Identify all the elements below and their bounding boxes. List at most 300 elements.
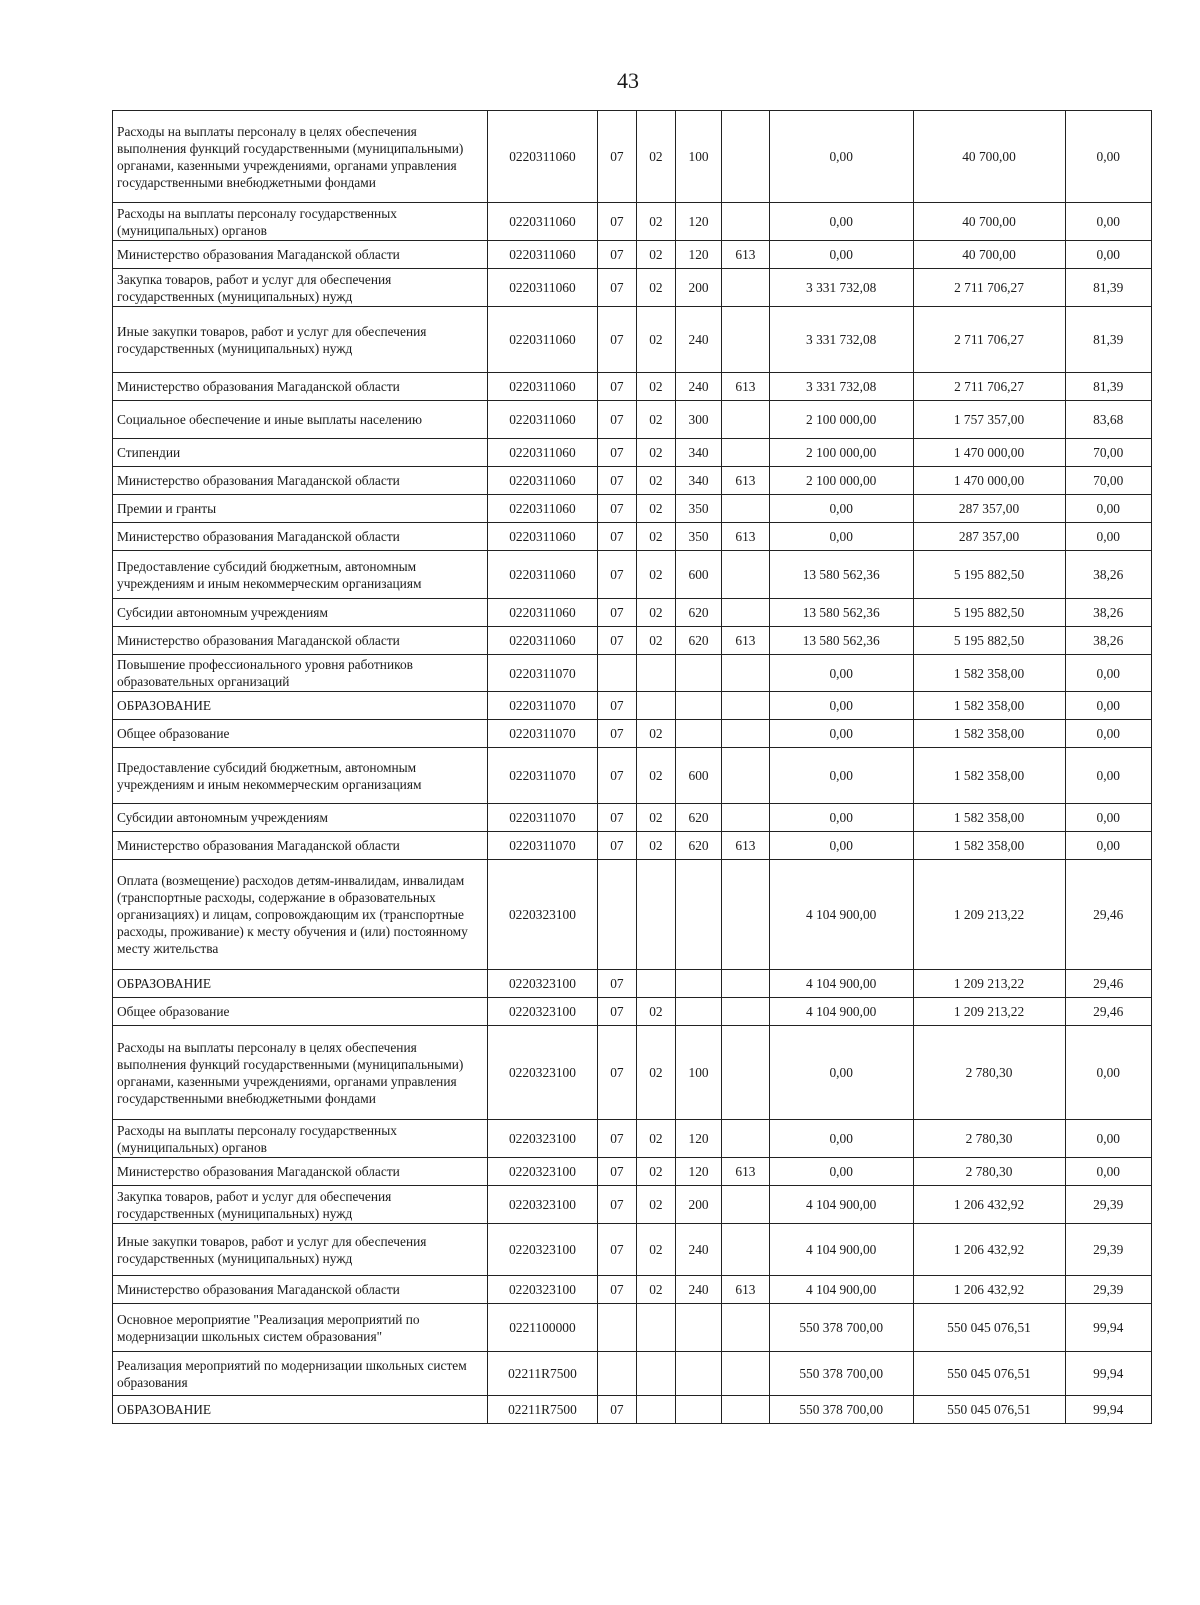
cell-sec: 07 xyxy=(598,998,637,1026)
table-row xyxy=(113,439,1152,467)
cell-pct: 0,00 xyxy=(1065,241,1152,269)
cell-plan: 0,00 xyxy=(769,495,913,523)
cell-plan: 4 104 900,00 xyxy=(769,1186,913,1224)
cell-code: 0220323100 xyxy=(487,1120,597,1158)
cell-sec: 07 xyxy=(598,111,637,203)
cell-code: 0220323100 xyxy=(487,1026,597,1120)
cell-sec: 07 xyxy=(598,748,637,804)
cell-sub: 02 xyxy=(636,307,676,373)
cell-gr: 613 xyxy=(721,627,769,655)
cell-sub: 02 xyxy=(636,627,676,655)
cell-vr: 200 xyxy=(676,1186,722,1224)
cell-pct: 0,00 xyxy=(1065,523,1152,551)
cell-gr: 613 xyxy=(721,373,769,401)
cell-code: 02211R7500 xyxy=(487,1396,597,1424)
cell-gr: 613 xyxy=(721,832,769,860)
cell-plan: 3 331 732,08 xyxy=(769,269,913,307)
cell-gr xyxy=(721,401,769,439)
cell-sec: 07 xyxy=(598,1396,637,1424)
cell-pct: 70,00 xyxy=(1065,439,1152,467)
cell-name: Расходы на выплаты персоналу в целях обеспечения выполнения функций государственными (муниципальными) органами, казенными учреждениями, органами управления государственными внебюджетными фондами xyxy=(113,111,488,203)
table-row xyxy=(113,1304,1152,1352)
cell-vr: 100 xyxy=(676,1026,722,1120)
cell-fact: 1 209 213,22 xyxy=(913,970,1065,998)
cell-vr: 120 xyxy=(676,241,722,269)
cell-sub: 02 xyxy=(636,599,676,627)
cell-pct: 29,46 xyxy=(1065,860,1152,970)
cell-fact: 1 206 432,92 xyxy=(913,1224,1065,1276)
cell-vr: 200 xyxy=(676,269,722,307)
cell-pct: 29,46 xyxy=(1065,970,1152,998)
cell-vr: 240 xyxy=(676,1224,722,1276)
cell-vr: 620 xyxy=(676,832,722,860)
cell-name: Премии и гранты xyxy=(113,495,488,523)
table-row xyxy=(113,720,1152,748)
cell-vr xyxy=(676,1352,722,1396)
cell-sub: 02 xyxy=(636,269,676,307)
cell-fact: 2 711 706,27 xyxy=(913,269,1065,307)
cell-sec: 07 xyxy=(598,203,637,241)
cell-code: 0220323100 xyxy=(487,1158,597,1186)
cell-sub: 02 xyxy=(636,241,676,269)
cell-sub: 02 xyxy=(636,1120,676,1158)
cell-name: Субсидии автономным учреждениям xyxy=(113,599,488,627)
cell-plan: 0,00 xyxy=(769,720,913,748)
cell-pct: 99,94 xyxy=(1065,1352,1152,1396)
cell-fact: 2 780,30 xyxy=(913,1158,1065,1186)
page-number: 43 xyxy=(617,68,639,93)
cell-code: 0220323100 xyxy=(487,860,597,970)
cell-sub: 02 xyxy=(636,1026,676,1120)
cell-gr xyxy=(721,203,769,241)
cell-name: ОБРАЗОВАНИЕ xyxy=(113,970,488,998)
cell-gr xyxy=(721,111,769,203)
cell-name: Министерство образования Магаданской области xyxy=(113,1158,488,1186)
cell-pct: 0,00 xyxy=(1065,495,1152,523)
cell-name: Социальное обеспечение и иные выплаты населению xyxy=(113,401,488,439)
table-row xyxy=(113,467,1152,495)
cell-vr: 240 xyxy=(676,1276,722,1304)
cell-sub: 02 xyxy=(636,495,676,523)
cell-vr xyxy=(676,970,722,998)
cell-gr xyxy=(721,720,769,748)
cell-fact: 5 195 882,50 xyxy=(913,551,1065,599)
cell-pct: 0,00 xyxy=(1065,692,1152,720)
table-row xyxy=(113,655,1152,692)
cell-plan: 0,00 xyxy=(769,804,913,832)
cell-sec: 07 xyxy=(598,401,637,439)
cell-sub: 02 xyxy=(636,998,676,1026)
cell-sub xyxy=(636,1304,676,1352)
cell-gr xyxy=(721,998,769,1026)
cell-pct: 0,00 xyxy=(1065,1120,1152,1158)
cell-code: 0220311060 xyxy=(487,627,597,655)
cell-gr xyxy=(721,269,769,307)
cell-pct: 29,39 xyxy=(1065,1186,1152,1224)
cell-pct: 38,26 xyxy=(1065,551,1152,599)
cell-fact: 1 206 432,92 xyxy=(913,1186,1065,1224)
cell-pct: 0,00 xyxy=(1065,655,1152,692)
cell-plan: 13 580 562,36 xyxy=(769,599,913,627)
cell-plan: 550 378 700,00 xyxy=(769,1304,913,1352)
cell-plan: 4 104 900,00 xyxy=(769,970,913,998)
cell-name: Реализация мероприятий по модернизации школьных систем образования xyxy=(113,1352,488,1396)
cell-name: Субсидии автономным учреждениям xyxy=(113,804,488,832)
cell-gr xyxy=(721,1352,769,1396)
table-row xyxy=(113,111,1152,203)
cell-fact: 287 357,00 xyxy=(913,523,1065,551)
cell-sec: 07 xyxy=(598,720,637,748)
table-row xyxy=(113,401,1152,439)
cell-pct: 0,00 xyxy=(1065,111,1152,203)
cell-sec: 07 xyxy=(598,307,637,373)
cell-gr xyxy=(721,495,769,523)
table-row xyxy=(113,269,1152,307)
cell-sub: 02 xyxy=(636,720,676,748)
cell-pct: 0,00 xyxy=(1065,1026,1152,1120)
cell-plan: 0,00 xyxy=(769,748,913,804)
cell-sec: 07 xyxy=(598,692,637,720)
cell-vr: 350 xyxy=(676,495,722,523)
cell-gr: 613 xyxy=(721,241,769,269)
cell-code: 0220323100 xyxy=(487,998,597,1026)
table-row xyxy=(113,970,1152,998)
cell-code: 0220311060 xyxy=(487,523,597,551)
table-row xyxy=(113,998,1152,1026)
cell-name: Министерство образования Магаданской области xyxy=(113,467,488,495)
cell-plan: 2 100 000,00 xyxy=(769,401,913,439)
table-row xyxy=(113,203,1152,241)
cell-sub: 02 xyxy=(636,401,676,439)
cell-sec: 07 xyxy=(598,970,637,998)
cell-gr xyxy=(721,804,769,832)
cell-vr: 120 xyxy=(676,203,722,241)
table-row xyxy=(113,1396,1152,1424)
cell-sec: 07 xyxy=(598,1224,637,1276)
cell-sub: 02 xyxy=(636,551,676,599)
cell-gr xyxy=(721,1186,769,1224)
cell-sub: 02 xyxy=(636,467,676,495)
cell-vr: 240 xyxy=(676,373,722,401)
cell-plan: 550 378 700,00 xyxy=(769,1352,913,1396)
cell-fact: 5 195 882,50 xyxy=(913,627,1065,655)
cell-sec: 07 xyxy=(598,495,637,523)
cell-name: Расходы на выплаты персоналу государственных (муниципальных) органов xyxy=(113,203,488,241)
cell-vr: 620 xyxy=(676,804,722,832)
cell-pct: 70,00 xyxy=(1065,467,1152,495)
cell-pct: 0,00 xyxy=(1065,203,1152,241)
cell-name: Повышение профессионального уровня работников образовательных организаций xyxy=(113,655,488,692)
cell-vr: 600 xyxy=(676,748,722,804)
cell-sec: 07 xyxy=(598,523,637,551)
cell-vr xyxy=(676,860,722,970)
cell-gr xyxy=(721,1224,769,1276)
cell-fact: 1 582 358,00 xyxy=(913,748,1065,804)
table-row xyxy=(113,1276,1152,1304)
cell-fact: 550 045 076,51 xyxy=(913,1304,1065,1352)
table-row xyxy=(113,627,1152,655)
cell-fact: 40 700,00 xyxy=(913,203,1065,241)
cell-code: 0220311060 xyxy=(487,551,597,599)
cell-gr xyxy=(721,655,769,692)
cell-plan: 0,00 xyxy=(769,111,913,203)
cell-fact: 1 582 358,00 xyxy=(913,720,1065,748)
cell-sub xyxy=(636,655,676,692)
cell-code: 0220323100 xyxy=(487,1276,597,1304)
cell-fact: 1 582 358,00 xyxy=(913,655,1065,692)
cell-fact: 40 700,00 xyxy=(913,111,1065,203)
cell-gr xyxy=(721,307,769,373)
cell-fact: 1 209 213,22 xyxy=(913,860,1065,970)
cell-pct: 99,94 xyxy=(1065,1304,1152,1352)
cell-vr xyxy=(676,720,722,748)
cell-code: 02211R7500 xyxy=(487,1352,597,1396)
cell-vr: 120 xyxy=(676,1158,722,1186)
cell-sub: 02 xyxy=(636,1276,676,1304)
cell-vr: 120 xyxy=(676,1120,722,1158)
cell-sub: 02 xyxy=(636,203,676,241)
cell-gr xyxy=(721,748,769,804)
cell-code: 0220311060 xyxy=(487,373,597,401)
cell-sub xyxy=(636,970,676,998)
cell-name: Общее образование xyxy=(113,998,488,1026)
cell-sub xyxy=(636,692,676,720)
cell-fact: 1 470 000,00 xyxy=(913,439,1065,467)
cell-sub: 02 xyxy=(636,523,676,551)
cell-code: 0220311060 xyxy=(487,269,597,307)
cell-sec: 07 xyxy=(598,1026,637,1120)
cell-fact: 550 045 076,51 xyxy=(913,1396,1065,1424)
cell-code: 0220311060 xyxy=(487,495,597,523)
table-row xyxy=(113,1224,1152,1276)
cell-code: 0220311070 xyxy=(487,655,597,692)
cell-name: ОБРАЗОВАНИЕ xyxy=(113,692,488,720)
cell-pct: 0,00 xyxy=(1065,1158,1152,1186)
cell-code: 0220323100 xyxy=(487,970,597,998)
cell-plan: 0,00 xyxy=(769,1158,913,1186)
cell-pct: 81,39 xyxy=(1065,269,1152,307)
cell-pct: 0,00 xyxy=(1065,720,1152,748)
cell-gr xyxy=(721,970,769,998)
cell-sec xyxy=(598,860,637,970)
cell-fact: 1 757 357,00 xyxy=(913,401,1065,439)
cell-plan: 4 104 900,00 xyxy=(769,1276,913,1304)
table-row xyxy=(113,373,1152,401)
cell-sub xyxy=(636,1396,676,1424)
table-row xyxy=(113,804,1152,832)
cell-sec xyxy=(598,1352,637,1396)
cell-gr xyxy=(721,551,769,599)
cell-plan: 550 378 700,00 xyxy=(769,1396,913,1424)
cell-sub xyxy=(636,860,676,970)
cell-gr xyxy=(721,1120,769,1158)
cell-name: Стипендии xyxy=(113,439,488,467)
cell-fact: 550 045 076,51 xyxy=(913,1352,1065,1396)
cell-gr xyxy=(721,692,769,720)
cell-name: Министерство образования Магаданской области xyxy=(113,241,488,269)
cell-name: Иные закупки товаров, работ и услуг для обеспечения государственных (муниципальных) нужд xyxy=(113,307,488,373)
cell-vr: 100 xyxy=(676,111,722,203)
cell-vr xyxy=(676,692,722,720)
cell-plan: 4 104 900,00 xyxy=(769,860,913,970)
cell-fact: 1 209 213,22 xyxy=(913,998,1065,1026)
cell-code: 0220311060 xyxy=(487,467,597,495)
cell-code: 0220311060 xyxy=(487,307,597,373)
cell-plan: 13 580 562,36 xyxy=(769,627,913,655)
cell-pct: 0,00 xyxy=(1065,832,1152,860)
cell-plan: 4 104 900,00 xyxy=(769,1224,913,1276)
cell-code: 0220311060 xyxy=(487,203,597,241)
table-row xyxy=(113,748,1152,804)
cell-fact: 1 582 358,00 xyxy=(913,804,1065,832)
cell-vr xyxy=(676,998,722,1026)
cell-fact: 2 711 706,27 xyxy=(913,307,1065,373)
cell-sub: 02 xyxy=(636,1186,676,1224)
cell-code: 0220311060 xyxy=(487,111,597,203)
cell-vr xyxy=(676,1396,722,1424)
cell-plan: 0,00 xyxy=(769,655,913,692)
cell-gr xyxy=(721,599,769,627)
cell-vr xyxy=(676,1304,722,1352)
cell-sub: 02 xyxy=(636,748,676,804)
cell-sub xyxy=(636,1352,676,1396)
cell-name: Расходы на выплаты персоналу государственных (муниципальных) органов xyxy=(113,1120,488,1158)
table-row xyxy=(113,692,1152,720)
cell-sub: 02 xyxy=(636,804,676,832)
cell-vr: 600 xyxy=(676,551,722,599)
cell-sec: 07 xyxy=(598,373,637,401)
cell-pct: 29,39 xyxy=(1065,1224,1152,1276)
cell-gr: 613 xyxy=(721,1158,769,1186)
cell-sec xyxy=(598,1304,637,1352)
cell-fact: 1 582 358,00 xyxy=(913,832,1065,860)
cell-pct: 0,00 xyxy=(1065,804,1152,832)
cell-code: 0220311060 xyxy=(487,439,597,467)
cell-fact: 40 700,00 xyxy=(913,241,1065,269)
cell-code: 0220311060 xyxy=(487,599,597,627)
cell-fact: 1 206 432,92 xyxy=(913,1276,1065,1304)
cell-fact: 1 470 000,00 xyxy=(913,467,1065,495)
cell-code: 0220311070 xyxy=(487,720,597,748)
table-row xyxy=(113,1120,1152,1158)
cell-pct: 99,94 xyxy=(1065,1396,1152,1424)
cell-pct: 0,00 xyxy=(1065,748,1152,804)
cell-vr: 340 xyxy=(676,467,722,495)
cell-name: Предоставление субсидий бюджетным, автономным учреждениям и иным некоммерческим организациям xyxy=(113,551,488,599)
cell-fact: 1 582 358,00 xyxy=(913,692,1065,720)
cell-vr: 300 xyxy=(676,401,722,439)
cell-fact: 2 711 706,27 xyxy=(913,373,1065,401)
cell-sec: 07 xyxy=(598,551,637,599)
cell-code: 0220311070 xyxy=(487,748,597,804)
cell-name: Иные закупки товаров, работ и услуг для обеспечения государственных (муниципальных) нужд xyxy=(113,1224,488,1276)
cell-gr: 613 xyxy=(721,467,769,495)
cell-name: Министерство образования Магаданской области xyxy=(113,627,488,655)
cell-sec: 07 xyxy=(598,599,637,627)
cell-code: 0220311070 xyxy=(487,692,597,720)
cell-gr xyxy=(721,1396,769,1424)
cell-name: ОБРАЗОВАНИЕ xyxy=(113,1396,488,1424)
cell-sub: 02 xyxy=(636,1158,676,1186)
cell-sec: 07 xyxy=(598,1186,637,1224)
cell-pct: 81,39 xyxy=(1065,373,1152,401)
cell-sub: 02 xyxy=(636,832,676,860)
cell-plan: 0,00 xyxy=(769,241,913,269)
cell-fact: 287 357,00 xyxy=(913,495,1065,523)
table-row xyxy=(113,495,1152,523)
cell-plan: 0,00 xyxy=(769,203,913,241)
cell-plan: 3 331 732,08 xyxy=(769,373,913,401)
cell-sec xyxy=(598,655,637,692)
cell-name: Основное мероприятие "Реализация мероприятий по модернизации школьных систем образования" xyxy=(113,1304,488,1352)
table-row xyxy=(113,307,1152,373)
cell-gr xyxy=(721,860,769,970)
cell-name: Оплата (возмещение) расходов детям-инвалидам, инвалидам (транспортные расходы, содержание в образовательных организациях) и лицам, сопровождающим их (транспортные расходы, проживание) к месту обучения и (или) постоянному месту жительства xyxy=(113,860,488,970)
cell-plan: 0,00 xyxy=(769,692,913,720)
cell-code: 0220323100 xyxy=(487,1186,597,1224)
cell-sub: 02 xyxy=(636,439,676,467)
cell-sec: 07 xyxy=(598,804,637,832)
cell-code: 0220311060 xyxy=(487,241,597,269)
cell-plan: 0,00 xyxy=(769,832,913,860)
cell-name: Закупка товаров, работ и услуг для обеспечения государственных (муниципальных) нужд xyxy=(113,269,488,307)
cell-sec: 07 xyxy=(598,467,637,495)
cell-vr: 620 xyxy=(676,627,722,655)
cell-pct: 29,46 xyxy=(1065,998,1152,1026)
cell-gr: 613 xyxy=(721,1276,769,1304)
cell-plan: 2 100 000,00 xyxy=(769,467,913,495)
cell-name: Министерство образования Магаданской области xyxy=(113,373,488,401)
cell-vr: 240 xyxy=(676,307,722,373)
cell-name: Расходы на выплаты персоналу в целях обеспечения выполнения функций государственными (муниципальными) органами, казенными учреждениями, органами управления государственными внебюджетными фондами xyxy=(113,1026,488,1120)
cell-code: 0220311070 xyxy=(487,804,597,832)
cell-sub: 02 xyxy=(636,373,676,401)
cell-name: Предоставление субсидий бюджетным, автономным учреждениям и иным некоммерческим организациям xyxy=(113,748,488,804)
table-row xyxy=(113,1186,1152,1224)
cell-plan: 0,00 xyxy=(769,523,913,551)
table-row xyxy=(113,523,1152,551)
cell-code: 0220311070 xyxy=(487,832,597,860)
cell-sec: 07 xyxy=(598,1120,637,1158)
table-row xyxy=(113,551,1152,599)
cell-sub: 02 xyxy=(636,1224,676,1276)
cell-fact: 5 195 882,50 xyxy=(913,599,1065,627)
cell-name: Министерство образования Магаданской области xyxy=(113,832,488,860)
cell-sub: 02 xyxy=(636,111,676,203)
cell-sec: 07 xyxy=(598,1276,637,1304)
cell-name: Закупка товаров, работ и услуг для обеспечения государственных (муниципальных) нужд xyxy=(113,1186,488,1224)
cell-pct: 38,26 xyxy=(1065,627,1152,655)
cell-plan: 2 100 000,00 xyxy=(769,439,913,467)
budget-table xyxy=(112,110,1152,1424)
cell-vr: 620 xyxy=(676,599,722,627)
cell-sec: 07 xyxy=(598,241,637,269)
cell-vr: 350 xyxy=(676,523,722,551)
cell-sec: 07 xyxy=(598,1158,637,1186)
cell-sec: 07 xyxy=(598,627,637,655)
cell-plan: 0,00 xyxy=(769,1026,913,1120)
cell-sec: 07 xyxy=(598,439,637,467)
table-row xyxy=(113,860,1152,970)
cell-sec: 07 xyxy=(598,832,637,860)
cell-fact: 2 780,30 xyxy=(913,1120,1065,1158)
cell-gr: 613 xyxy=(721,523,769,551)
cell-pct: 83,68 xyxy=(1065,401,1152,439)
table-row xyxy=(113,832,1152,860)
cell-code: 0220311060 xyxy=(487,401,597,439)
cell-gr xyxy=(721,1026,769,1120)
cell-plan: 4 104 900,00 xyxy=(769,998,913,1026)
